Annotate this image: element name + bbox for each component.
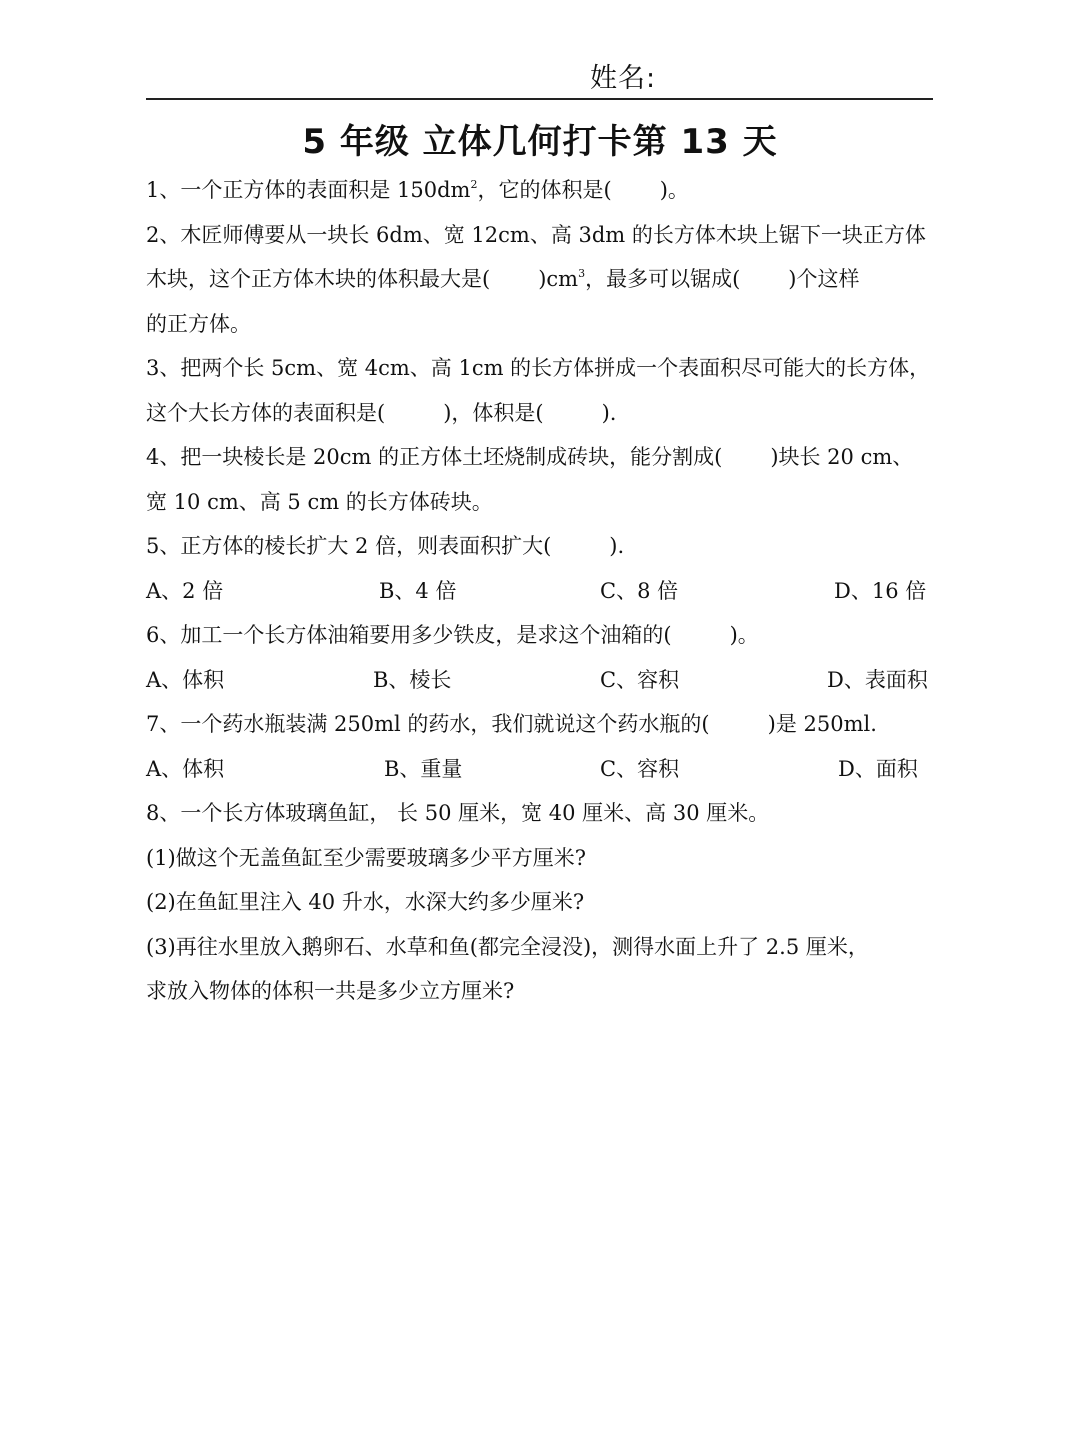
question-2-line-3: 的正方体。 bbox=[146, 311, 251, 336]
q6-text-a: 6、加工一个长方体油箱要用多少铁皮，是求这个油箱的( bbox=[146, 623, 672, 647]
q6-option-d: D、表面积 bbox=[827, 667, 928, 692]
q6-option-a: A、体积 bbox=[146, 667, 225, 692]
q5-text-b: ). bbox=[609, 534, 625, 558]
question-6 bbox=[146, 613, 946, 658]
q5-option-b: B、4 倍 bbox=[379, 578, 457, 603]
worksheet-title: 5 年级 立体几何打卡第 13 天 bbox=[302, 122, 778, 162]
q5-option-d: D、16 倍 bbox=[834, 578, 927, 603]
q7-option-d: D、面积 bbox=[838, 756, 918, 781]
q2-text-a: 木块，这个正方体木块的体积最大是( bbox=[146, 267, 491, 291]
question-3-line-1: 3、把两个长 5cm、宽 4cm、高 1cm 的长方体拼成一个表面积尽可能大的长方体， bbox=[146, 356, 931, 380]
q3-text-a: 这个大长方体的表面积是( bbox=[146, 400, 386, 425]
q1-text-pre: 1、一个正方体的表面积是 150dm bbox=[146, 178, 471, 202]
student-name-label: 姓名: bbox=[590, 63, 657, 94]
q2-text-b: )cm bbox=[538, 267, 579, 291]
question-5 bbox=[146, 524, 946, 569]
question-4-line-2: 宽 10 cm、高 5 cm 的长方体砖块。 bbox=[146, 489, 493, 514]
question-list bbox=[146, 168, 946, 1014]
q7-option-a: A、体积 bbox=[146, 756, 225, 781]
q4-text-b: )块长 20 cm、 bbox=[770, 445, 914, 469]
q1-text-post: ，它的体积是( bbox=[477, 178, 612, 202]
q2-text-d: )个这样 bbox=[788, 267, 860, 291]
q1-superscript: 2 bbox=[470, 178, 478, 191]
question-4-line-1 bbox=[146, 435, 946, 480]
question-2-line-2 bbox=[146, 257, 946, 302]
question-3-line-2 bbox=[146, 391, 946, 436]
header-rule bbox=[146, 98, 933, 100]
q7-option-b: B、重量 bbox=[384, 756, 463, 781]
question-8-part-3-line-2: 求放入物体的体积一共是多少立方厘米? bbox=[146, 979, 515, 1003]
q5-text-a: 5、正方体的棱长扩大 2 倍，则表面积扩大( bbox=[146, 534, 552, 558]
question-7 bbox=[146, 702, 946, 747]
q3-text-c: ). bbox=[601, 400, 617, 425]
q7-text-a: 7、一个药水瓶装满 250ml 的药水，我们就说这个药水瓶的( bbox=[146, 712, 710, 736]
q3-text-b: )，体积是( bbox=[443, 400, 544, 425]
q2-superscript: 3 bbox=[578, 267, 586, 280]
q6-text-b: )。 bbox=[729, 623, 759, 647]
q5-option-a: A、2 倍 bbox=[146, 578, 224, 603]
question-8-part-1: (1)做这个无盖鱼缸至少需要玻璃多少平方厘米? bbox=[146, 845, 587, 870]
question-6-options bbox=[146, 658, 946, 703]
q6-option-b: B、棱长 bbox=[373, 667, 452, 692]
question-8-part-2: (2)在鱼缸里注入 40 升水，水深大约多少厘米? bbox=[146, 890, 585, 914]
question-7-options bbox=[146, 747, 946, 792]
question-1 bbox=[146, 168, 946, 213]
q2-text-c: ，最多可以锯成( bbox=[585, 267, 741, 291]
q7-text-b: )是 250ml. bbox=[767, 712, 877, 736]
question-8: 8、一个长方体玻璃鱼缸， 长 50 厘米，宽 40 厘米、高 30 厘米。 bbox=[146, 801, 770, 825]
q1-text-end: )。 bbox=[659, 178, 689, 202]
q4-text-a: 4、把一块棱长是 20cm 的正方体土坯烧制成砖块，能分割成( bbox=[146, 445, 723, 469]
question-5-options bbox=[146, 569, 946, 614]
q7-option-c: C、容积 bbox=[600, 756, 680, 781]
q6-option-c: C、容积 bbox=[600, 667, 680, 692]
question-8-part-3-line-1: (3)再往水里放入鹅卵石、水草和鱼(都完全浸没)，测得水面上升了 2.5 厘米， bbox=[146, 934, 869, 959]
question-2-line-1: 2、木匠师傅要从一块长 6dm、宽 12cm、高 3dm 的长方体木块上锯下一块正方体 bbox=[146, 222, 926, 247]
q5-option-c: C、8 倍 bbox=[600, 578, 679, 603]
